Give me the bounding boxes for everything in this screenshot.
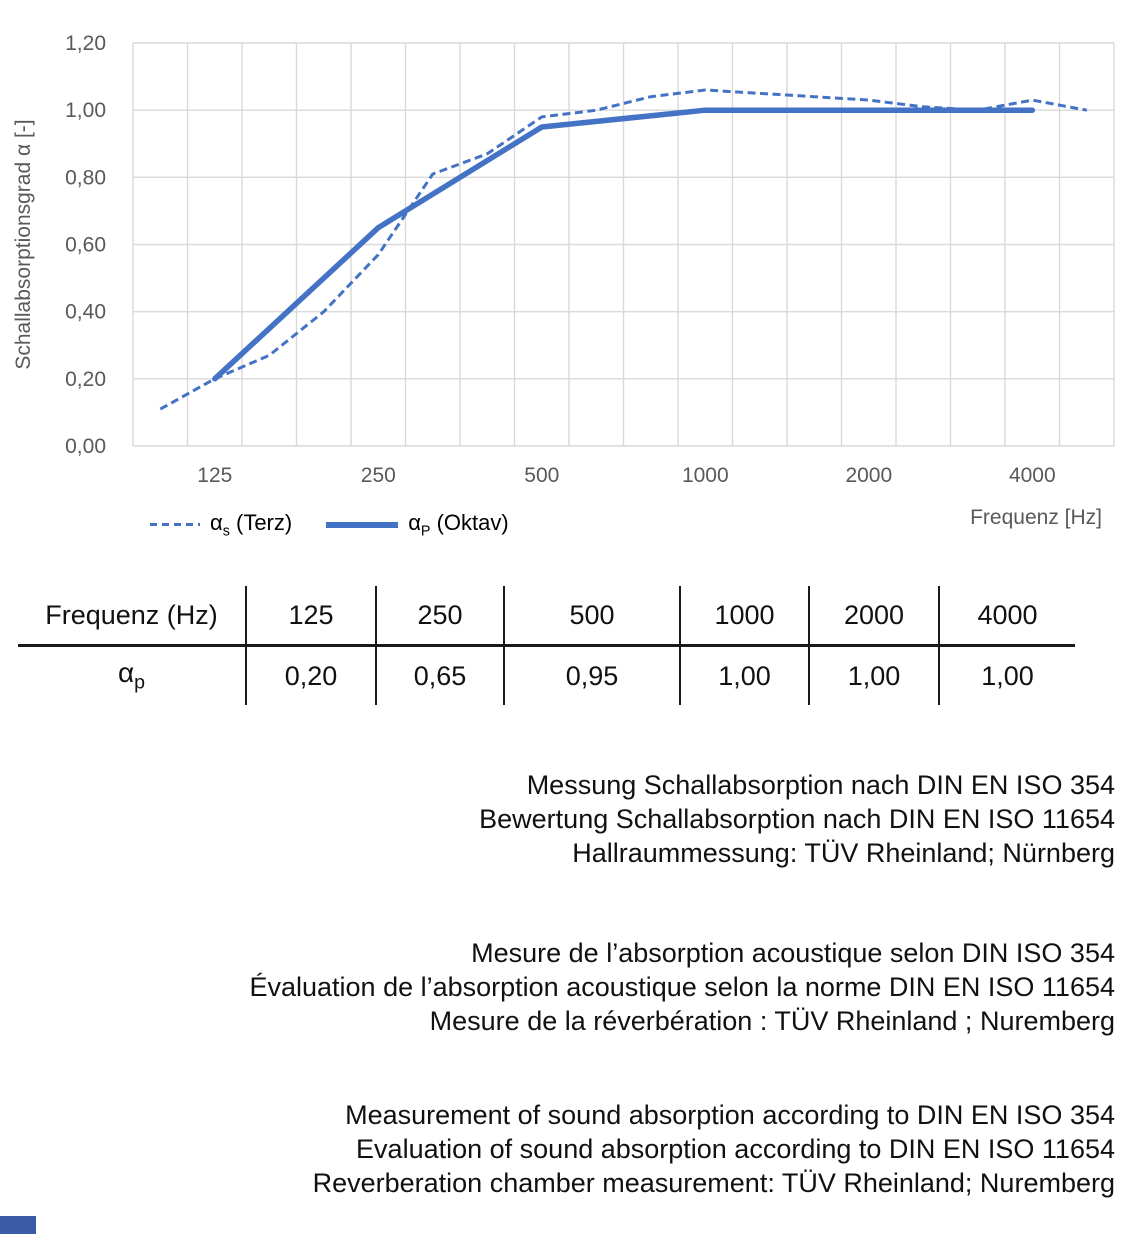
note-line: Mesure de la réverbération : TÜV Rheinland ; Nuremberg bbox=[429, 1006, 1115, 1036]
y-axis-tick-label: 0,40 bbox=[65, 300, 106, 324]
table-value-125: 0,20 bbox=[245, 647, 375, 705]
x-axis-title: Frequenz [Hz] bbox=[970, 506, 1102, 529]
y-axis-tick-label: 0,00 bbox=[65, 435, 106, 458]
x-axis-tick-label: 4000 bbox=[1008, 464, 1056, 487]
table-header-250: 250 bbox=[375, 586, 503, 647]
table-value-1000: 1,00 bbox=[679, 647, 808, 705]
legend-label-alpha-p: $\alpha_P$ (Oktav) bbox=[408, 510, 509, 540]
x-axis-tick-label: 250 bbox=[360, 464, 396, 487]
table-value-4000: 1,00 bbox=[938, 647, 1075, 705]
chart-legend bbox=[150, 510, 509, 539]
notes-french bbox=[249, 936, 1115, 1038]
legend-label-alpha-s: $\alpha_s$ (Terz) bbox=[210, 510, 293, 540]
footer-accent-bar bbox=[0, 1216, 36, 1234]
y-axis-tick-label: 1,00 bbox=[65, 99, 106, 123]
absorption-chart bbox=[0, 0, 1135, 495]
notes-german bbox=[479, 768, 1115, 870]
solid-line-swatch-icon bbox=[326, 522, 398, 528]
y-axis-tick-label: 0,80 bbox=[65, 166, 106, 190]
note-line: Bewertung Schallabsorption nach DIN EN ISO 11654 bbox=[479, 804, 1115, 834]
x-axis-tick-label: 500 bbox=[524, 464, 560, 487]
note-line: Evaluation of sound absorption according to DIN EN ISO 11654 bbox=[356, 1134, 1115, 1164]
table-header-1000: 1000 bbox=[679, 586, 808, 647]
note-line: Mesure de l’absorption acoustique selon DIN ISO 354 bbox=[471, 938, 1115, 968]
note-line: Évaluation de l’absorption acoustique selon la norme DIN EN ISO 11654 bbox=[249, 972, 1115, 1002]
table-header-frequency: Frequenz (Hz) bbox=[18, 586, 245, 647]
table-value-500: 0,95 bbox=[503, 647, 679, 705]
note-line: Hallraummessung: TÜV Rheinland; Nürnberg bbox=[572, 838, 1115, 868]
notes-english bbox=[313, 1098, 1115, 1200]
note-line: Measurement of sound absorption according to DIN EN ISO 354 bbox=[345, 1100, 1115, 1130]
alpha-p-symbol: $\alpha_p$ bbox=[117, 657, 146, 694]
table-header-125: 125 bbox=[245, 586, 375, 647]
legend-item-alpha-s bbox=[150, 510, 292, 539]
note-line: Messung Schallabsorption nach DIN EN ISO 354 bbox=[526, 770, 1115, 800]
x-axis-tick-label: 2000 bbox=[845, 464, 893, 487]
table-header-4000: 4000 bbox=[938, 586, 1075, 647]
legend-item-alpha-p bbox=[326, 510, 509, 539]
table-row-label-alpha-p bbox=[18, 647, 245, 705]
x-axis-tick-label: 1000 bbox=[681, 464, 729, 487]
y-axis-tick-label: 1,20 bbox=[65, 32, 106, 55]
note-line: Reverberation chamber measurement: TÜV Rheinland; Nuremberg bbox=[312, 1168, 1115, 1198]
y-axis-title: Schallabsorptionsgrad α [-] bbox=[12, 119, 35, 370]
absorption-table bbox=[18, 586, 1075, 705]
dashed-line-swatch-icon bbox=[150, 523, 200, 526]
table-header-2000: 2000 bbox=[808, 586, 938, 647]
table-value-250: 0,65 bbox=[375, 647, 503, 705]
table-header-500: 500 bbox=[503, 586, 679, 647]
x-axis-tick-label: 125 bbox=[197, 464, 233, 487]
table-value-2000: 1,00 bbox=[808, 647, 938, 705]
y-axis-tick-label: 0,60 bbox=[65, 233, 106, 257]
y-axis-tick-label: 0,20 bbox=[65, 367, 106, 391]
